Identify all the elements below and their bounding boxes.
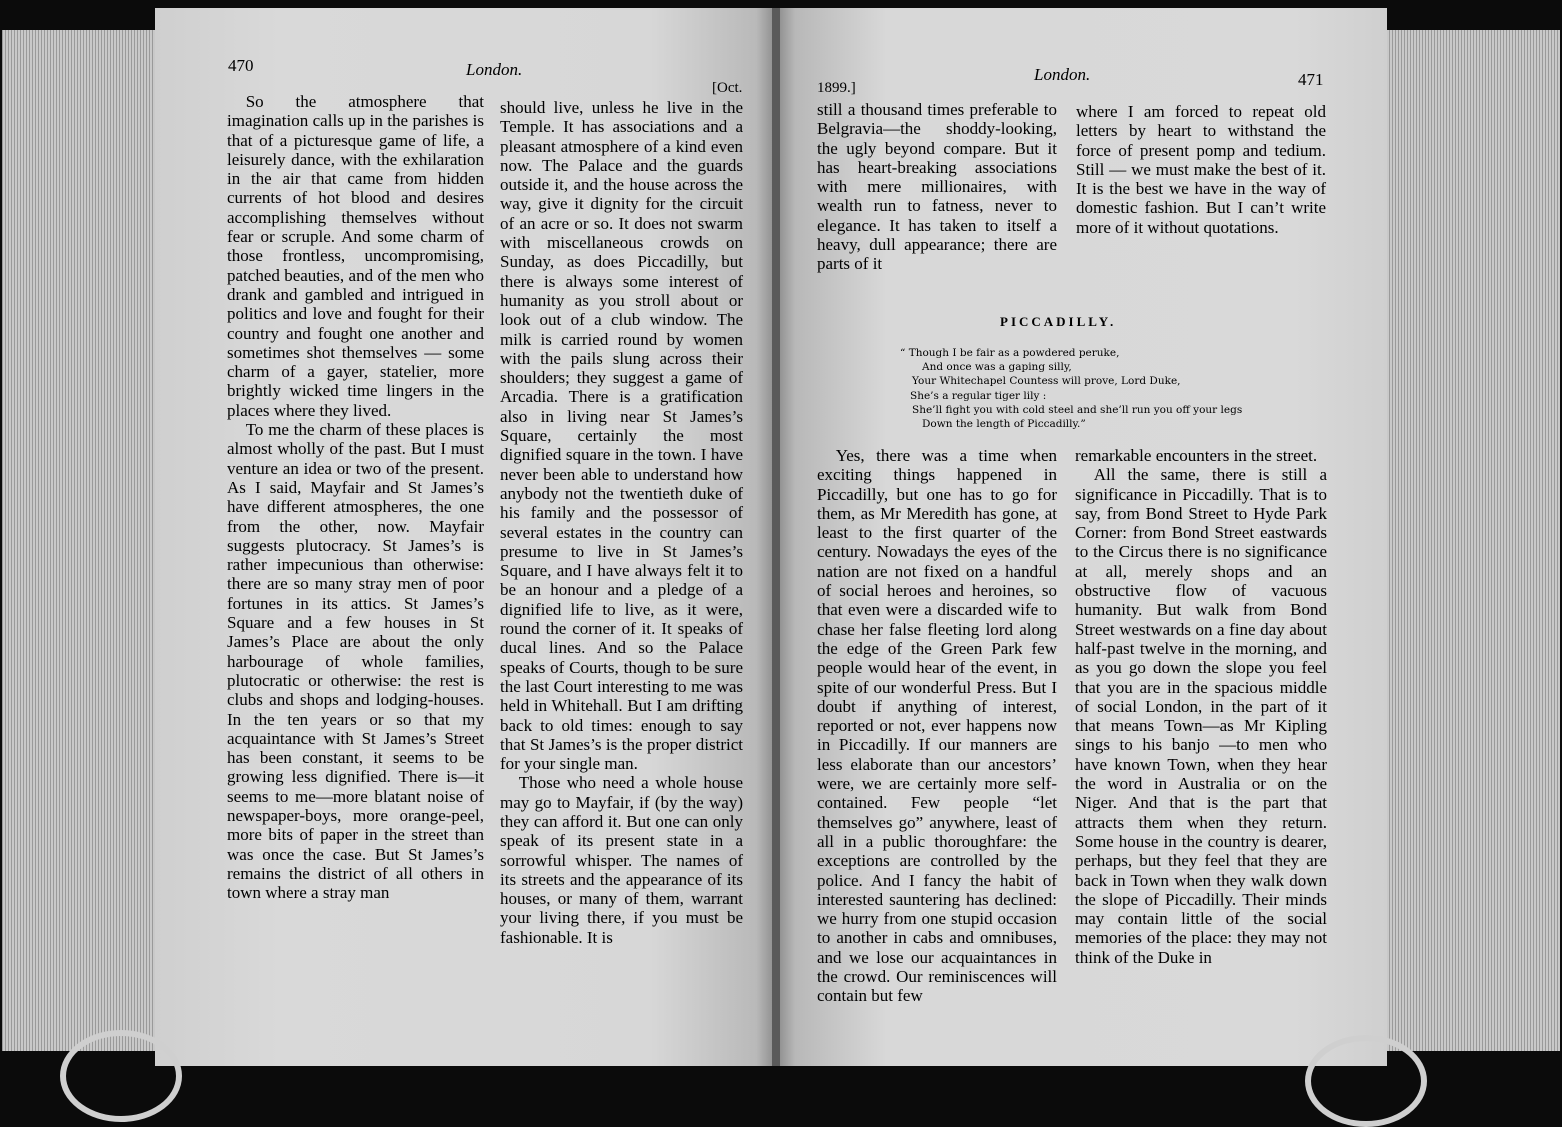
left-column-1 — [227, 92, 484, 902]
left-date-mark: [Oct. — [712, 80, 743, 96]
verse-line: Your Whitechapel Countess will prove, Lord Duke, — [912, 375, 1181, 388]
right-top-column-2 — [1076, 102, 1326, 237]
right-page-number: 471 — [1298, 70, 1324, 89]
right-running-title: London. — [1034, 65, 1091, 84]
verse-line: And once was a gaping silly, — [922, 361, 1072, 374]
paragraph: So the atmosphere that imagination calls up in the parishes is that of a picturesque game of life, a leisurely dance, with the exhilaration in the air that came from hidden currents of hot blood and desires accomplishing themselves without fear or scruple. And some charm of those frontless, uncompromising, patched beauties, and of the men who drank and gambled and intrigued in politics and love and fought for their country and fought one another and sometimes shot themselves — some charm of a gayer, statelier, more brightly wicked time lingers in the places where they lived. — [227, 92, 484, 420]
paragraph: Yes, there was a time when exciting things happened in Piccadilly, but one has to go for them, as Mr Meredith has gone, at least to the first quarter of the century. Nowadays the eyes of the nation are not fixed on a handful of social heroes and heroines, so that even were a discarded wife to chase her false fleeting lord along the edge of the Green Park few people would hear of the event, in spite of our wonderful Press. But I doubt if anything of interest, reported or not, ever happens now in Piccadilly. If our manners are less elaborate than our ancestors’ were, we are certainly more self-contained. Few people “let themselves go” anywhere, least of all in a public thoroughfare: the exceptions are controlled by the police. And I fancy the habit of interested sauntering has declined: we hurry from one stupid occasion to another in cabs and omnibuses, and we lose our acquaintances in the crowd. Our reminiscences will contain but few — [817, 446, 1057, 1006]
right-top-column-1 — [817, 100, 1057, 274]
book-edge-right — [1380, 30, 1560, 1051]
paragraph: remarkable encounters in the street. — [1075, 446, 1318, 465]
paragraph: should live, unless he live in the Temple. It has associations and a pleasant atmosphere of a kind even now. The Palace and the guards outside it, and the house across the way, give it dignity for the circuit of an acre or so. It does not swarm with miscellaneous crowds on Sunday, as does Piccadilly, but there is always some interest of humanity as you stroll about or look out of a club window. The milk is carried round by women with the pails slung across their shoulders; they suggest a game of Arcadia. There is a gratification also in living near St James’s Square, certainly the most dignified square in the town. I have never been able to understand how anybody not the twentieth duke of his family and the possessor of several estates in the country can presume to live in St James’s Square, and I have always felt it to be an honour and a pledge of a dignified life to live, as it were, round the corner of it. It speaks of ducal lines. And so the Palace speaks of Courts, though to be sure the last Court interesting to me was held in Whitehall. But I am drifting back to old times: enough to say that St James’s is the proper district for your single man. — [500, 98, 743, 774]
page-clip-left — [60, 1030, 182, 1122]
left-page-number: 470 — [228, 56, 254, 75]
page-clip-right — [1305, 1035, 1427, 1127]
epigraph-verse — [900, 346, 1320, 431]
paragraph: All the same, there is still a significance in Piccadilly. That is to say, from Bond Street to Hyde Park Corner: from Bond Street eastwards to the Circus there is no significance at all, merely shops and an obstructive flow of vacuous humanity. But walk from Bond Street westwards on a fine day about half-past twelve in the morning, and as you go down the slope you feel that you are in the spacious middle of social London, in the part of it that means Town—as Mr Kipling sings to his banjo —to men who have known Town, when they hear the word in Australia or on the Niger. And that is the part that attracts them when they return. Some house in the country is dearer, perhaps, but they feel that they are back in Town when they walk down the slope of Piccadilly. Their minds may contain little of the social memories of the place: they may not think of the Duke in — [1075, 465, 1327, 967]
right-column-2 — [1075, 446, 1327, 967]
right-date-mark: 1899.] — [817, 80, 856, 96]
book-edge-left — [2, 30, 167, 1051]
section-title: PICCADILLY. — [1000, 314, 1117, 329]
verse-line: She’s a regular tiger lily : — [910, 389, 1047, 402]
left-running-title: London. — [466, 60, 523, 79]
left-column-2 — [500, 98, 743, 947]
paragraph: where I am forced to repeat old letters by heart to withstand the force of present pomp and tedium. Still — we must make the best of it. It is the best we have in the way of domestic fashion. But I can’t write more of it without quotations. — [1076, 102, 1326, 237]
verse-line: She’ll fight you with cold steel and she’ll run you off your legs — [912, 403, 1243, 416]
right-column-1 — [817, 446, 1057, 1006]
book-gutter — [772, 8, 780, 1066]
paragraph: To me the charm of these places is almost wholly of the past. But I must venture an idea or two of the present. As I said, Mayfair and St James’s have different atmospheres, the one from the other, now. Mayfair suggests plutocracy. St James’s is rather impecunious than otherwise: there are so many stray men of poor fortunes in its attics. St James’s Square and a few houses in St James’s Place are about the only harbourage of whole families, plutocratic or otherwise: the rest is clubs and shops and lodging-houses. In the ten years or so that my acquaintance with St James’s Street has been constant, it seems to be growing less dignified. There is—it seems to me—more blatant noise of newspaper-boys, more orange-peel, more bits of paper in the street than was once the case. But St James’s remains the district of all others in town where a stray man — [227, 420, 484, 903]
paragraph: Those who need a whole house may go to Mayfair, if (by the way) they can afford it. But one can only speak of its present state in a sorrowful whisper. The names of its streets and the appearance of its houses, or many of them, warrant your living there, if you must be fashionable. It is — [500, 773, 743, 947]
verse-line: “ Though I be fair as a powdered peruke, — [900, 347, 1120, 359]
paragraph: still a thousand times preferable to Belgravia—the shoddy-looking, the ugly beyond compare. But it has heart-breaking associations with mere millionaires, with wealth run to fatness, never to elegance. It has taken to itself a heavy, dull appearance; there are parts of it — [817, 100, 1057, 274]
verse-line: Down the length of Piccadilly.” — [922, 418, 1086, 431]
